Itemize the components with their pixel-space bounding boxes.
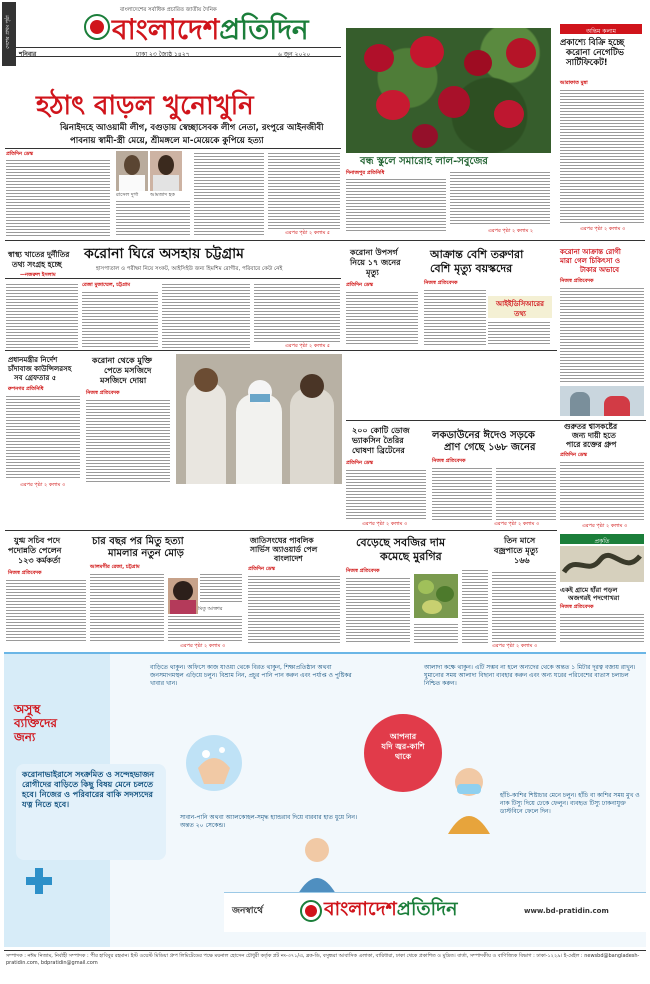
lead-subhead-2: পাবনায় স্বামী-স্ত্রী মেয়ে, শ্রীমঙ্গলে মা-মেয়েকে কুপিয়ে হত্যা xyxy=(70,136,264,146)
lead-text-col-4 xyxy=(268,151,340,229)
face-mask xyxy=(250,394,270,402)
rose-flower xyxy=(506,38,536,68)
blood-headline-3: পারে রক্তের গ্রুপ xyxy=(566,440,617,449)
notreat-text xyxy=(560,286,644,382)
divider xyxy=(346,420,646,421)
lead-photo-1 xyxy=(116,151,148,191)
chattogram-text-col-4 xyxy=(254,282,340,342)
pm-headline-1: প্রধানমন্ত্রীর নির্দেশ xyxy=(8,356,58,364)
ad-cough-line-1: আপনার xyxy=(389,732,417,741)
lead-headline: হঠাৎ বাড়ল খুনোখুনি xyxy=(36,91,254,121)
ad-brand-logo-icon xyxy=(300,900,322,922)
avatar xyxy=(124,155,140,175)
eid-road-text-col-2 xyxy=(496,466,556,520)
un-headline-2: সার্ভিস অ্যাওয়ার্ড পেল xyxy=(250,545,318,554)
worshipper-head xyxy=(300,374,324,398)
jobs-byline: নিজস্ব প্রতিবেদক xyxy=(8,570,42,576)
ad-brand-name xyxy=(324,898,484,920)
jobs-headline-1: যুগ্ম সচিব পদে xyxy=(14,536,61,545)
jobs-text xyxy=(6,578,86,642)
rose-flower xyxy=(376,90,410,120)
editorial-label xyxy=(560,24,642,34)
elderly-byline: নিজস্ব প্রতিবেদক xyxy=(424,280,458,286)
continued-note: এরপর পৃষ্ঠা ২ কলাম ৩ xyxy=(582,523,628,529)
mitu-photo xyxy=(168,578,198,614)
deaths17-text xyxy=(346,290,418,346)
un-headline-3: বাংলাদেশ xyxy=(274,554,303,563)
editorial-headline-2: করোনা নেগেটিভ xyxy=(566,48,624,58)
vegetables xyxy=(418,580,434,594)
hospital-photo xyxy=(560,386,644,416)
eid-road-byline: নিজস্ব প্রতিবেদক xyxy=(432,458,466,464)
vaccine-byline: প্রতিদিন ডেস্ক xyxy=(346,460,374,466)
prices-headline-1: বেড়েছে সবজির দাম xyxy=(356,536,446,549)
vaccine-text xyxy=(346,468,426,520)
lightning-text xyxy=(492,570,556,642)
prices-text-col-3 xyxy=(462,568,488,644)
prices-text-col-1 xyxy=(346,576,410,644)
rose-garden-photo xyxy=(346,28,551,153)
blood-headline-2: জন্য দায়ী হতে xyxy=(572,431,616,440)
notreat-headline-1: করোনা আক্রান্ত রোগী xyxy=(560,248,621,256)
mitu-text-col-1 xyxy=(90,572,164,642)
ad-sick-line-3: জন্য xyxy=(14,730,36,744)
lead-text-col-2 xyxy=(116,199,190,236)
rose-flower xyxy=(464,50,492,76)
ad-right-top-text: আলাদা কক্ষে থাকুন। এটি সম্ভব না হলে অন্যদের থেকে অন্তত ১ মিটার দূরত্ব বজায় রাখুন। ঘুমানোর সময় আলাদা বিছানা ব্যবহার করুন এবং অন্য ঘরের পরিবেশের বাতাস চলাচল নিশ্চিত করুন। xyxy=(424,664,636,687)
health-headline-2: তথ্য সংগ্রহ হচ্ছে xyxy=(12,260,62,269)
ad-right-bottom-text: হাঁচি-কাশির শিষ্টাচার মেনে চলুন। হাঁচি বা কাশির সময় মুখ ও নাক টিস্যু দিয়ে ঢেকে ফেলুন। ব্যবহৃত টিস্যু ঢাকনাযুক্ত ডাস্টবিনে ফেলে দিন। xyxy=(500,792,640,815)
elderly-headline-2: বেশি মৃত্যু বয়স্কদের xyxy=(430,262,513,275)
deaths17-headline-2: নিয়ে ১৭ জনের xyxy=(350,258,401,267)
continued-note: এরপর পৃষ্ঠা ২ কলাম ৩ xyxy=(180,643,226,649)
medical-cross-icon xyxy=(26,868,52,894)
editorial-headline-3: সার্টিফিকেট! xyxy=(566,58,608,68)
deaths17-headline-3: মৃত্যু xyxy=(366,268,379,277)
editorial-byline: আরাফাত মুন্না xyxy=(560,80,588,86)
ad-sick-line-1: অসুস্থ xyxy=(14,702,41,716)
continued-note: এরপর পৃষ্ঠা ২ কলাম ৫ xyxy=(285,230,331,236)
nature-headline-2: অজগরই পদগোখরা xyxy=(568,594,620,602)
continued-note: এরপর পৃষ্ঠা ২ কলাম ৩ xyxy=(20,482,66,488)
jobs-headline-2: পদোন্নতি পেলেন xyxy=(8,546,62,555)
divider xyxy=(5,350,557,351)
eid-road-headline-2: প্রাণ গেছে ১৬৮ জনের xyxy=(444,442,536,453)
date-bar xyxy=(16,47,341,57)
side-tag-text: দেশের প্রথম পৃষ্ঠা xyxy=(5,15,11,49)
lead-text-col-3 xyxy=(194,151,264,236)
continued-note: এরপর পৃষ্ঠা ২ কলাম ৩ xyxy=(362,521,408,527)
mitu-text-col-2 xyxy=(200,572,242,604)
masked-person-icon xyxy=(444,764,494,834)
chattogram-headline: করোনা ঘিরে অসহায় চট্টগ্রাম xyxy=(84,246,244,262)
title-part-b: প্রতিদিন xyxy=(219,13,309,46)
avatar xyxy=(173,581,193,601)
ad-sick-line-2: ব্যক্তিদের xyxy=(14,716,57,730)
figure xyxy=(604,396,630,416)
mitu-headline-2: মামলার নতুন মোড় xyxy=(108,548,184,559)
garden-headline: বন্ধ স্কুলে সমারোহ লাল-সবুজের xyxy=(360,156,488,167)
mosque-prayer-photo xyxy=(176,354,342,484)
eid-road-text-col-1 xyxy=(432,466,492,520)
worshipper xyxy=(290,388,334,484)
lead-text-col-1 xyxy=(6,158,110,236)
mitu-headline-1: চার বছর পর মিতু হত্যা xyxy=(92,536,184,547)
avatar xyxy=(158,155,174,175)
chattogram-subhead: হাসপাতাল ও পরীক্ষা নিয়ে সংকট, আইসিইউ জন্য হিমশিম রোগীর, পরিবারে কেউ নেই xyxy=(96,266,283,272)
masthead xyxy=(2,2,648,66)
prayers-headline-2: পেতে মসজিদে xyxy=(104,366,152,375)
divider xyxy=(4,950,646,951)
ad-cough-line-3: থাকে xyxy=(394,752,412,761)
infobox-sub: তথ্য xyxy=(514,310,526,318)
vaccine-headline-3: ঘোষণা ব্রিটেনের xyxy=(352,446,405,455)
lightning-headline-1: তিন মাসে xyxy=(504,536,536,545)
snake-photo xyxy=(560,546,644,582)
ad-brand-part-b: প্রতিদিন xyxy=(396,898,458,920)
blood-headline-1: গুরুতর শ্বাসকষ্টের xyxy=(564,422,618,431)
lightning-headline-2: বজ্রপাতে মৃত্যু xyxy=(494,546,538,555)
worshipper xyxy=(186,382,226,484)
prices-text-col-2 xyxy=(414,622,458,644)
vaccine-headline-2: ভ্যাকসিন তৈরির xyxy=(352,436,404,445)
un-headline-1: জাতিসংঘের পাবলিক xyxy=(250,536,314,545)
prayers-headline-3: মসজিদে দোয়া xyxy=(100,376,147,385)
title-part-a: বাংলাদেশ xyxy=(112,13,220,46)
prayers-text xyxy=(86,398,170,482)
rose-flower xyxy=(364,44,394,72)
vaccine-headline-1: ২০০ কোটি ডোজ xyxy=(352,426,410,435)
worshipper xyxy=(236,394,282,484)
chattogram-text-col-2 xyxy=(82,290,158,348)
rose-flower xyxy=(410,36,444,68)
pm-byline: রুপনগর প্রতিনিধি xyxy=(8,386,44,392)
deaths17-headline-1: করোনা উপসর্গ xyxy=(350,248,398,257)
blood-byline: প্রতিদিন ডেস্ক xyxy=(560,452,588,458)
lightning-headline-3: ১৬৬ xyxy=(514,556,530,565)
iedcr-infobox xyxy=(488,296,552,318)
chattogram-text-col-1 xyxy=(6,282,78,348)
hand-wash-icon xyxy=(184,728,244,798)
vegetables xyxy=(422,600,442,614)
health-byline: —নজরুল ইসলাম xyxy=(20,272,56,278)
continued-note: এরপর পৃষ্ঠা ২ কলাম ৩ xyxy=(580,226,626,232)
rose-flower xyxy=(412,124,438,148)
divider xyxy=(5,148,341,149)
notreat-headline-2: মারা গেল চিকিৎসা ও xyxy=(560,257,620,265)
ad-cough-line-2: যদি জ্বর-কাশি xyxy=(381,742,425,751)
prices-byline: নিজস্ব প্রতিবেদক xyxy=(346,568,380,574)
health-headline-1: স্বাস্থ্য খাতের দুর্নীতির xyxy=(8,250,70,259)
pm-headline-3: সব গ্রেফতার ৫ xyxy=(14,374,57,382)
prayers-byline: নিজস্ব প্রতিবেদক xyxy=(86,390,120,396)
blood-text xyxy=(560,460,644,522)
infobox-title: আইইডিসিআরের xyxy=(496,300,544,308)
lead-subhead-1: ঝিনাইদহে আওয়ামী লীগ, বগুড়ায় স্বেচ্ছাসেবক লীগ নেতা, রংপুরে আইনজীবী xyxy=(60,123,324,133)
continued-note: এরপর পৃষ্ঠা ২ কলাম ৫ xyxy=(285,343,331,349)
mitu-byline: আলমগীর রেজা, চট্টগ্রাম xyxy=(90,564,140,570)
continued-note: এরপর পৃষ্ঠা ২ কলাম ৩ xyxy=(492,643,538,649)
divider xyxy=(5,278,341,279)
notreat-headline-3: টাকার অভাবে xyxy=(580,266,620,274)
chattogram-text-col-3 xyxy=(162,282,250,348)
nature-label xyxy=(560,534,644,544)
divider xyxy=(5,530,557,531)
figure xyxy=(570,392,590,416)
mitu-text-col-3 xyxy=(168,614,242,642)
garden-text-col-2 xyxy=(450,170,550,226)
elderly-text-col-2 xyxy=(488,320,550,346)
brand-logo-icon xyxy=(84,14,110,40)
lead-byline: প্রতিদিন ডেস্ক xyxy=(6,151,34,157)
tagline: বাংলাদেশের সর্বাধিক প্রচারিত জাতীয় দৈনিক xyxy=(120,7,217,13)
nature-label-text: প্রকৃতি xyxy=(594,538,610,545)
deaths17-byline: প্রতিদিন ডেস্ক xyxy=(346,282,374,288)
elderly-text-col-1 xyxy=(424,288,486,346)
divider xyxy=(5,240,645,241)
ad-brand-part-a: বাংলাদেশ xyxy=(324,898,397,920)
jobs-headline-3: ১২৩ কর্মকর্তা xyxy=(18,556,61,565)
dateline: ঢাকা ২৩ জ্যৈষ্ঠ ১৪২৭ xyxy=(136,51,190,58)
vegetables xyxy=(436,586,454,602)
photo-caption: রাসেল দুর্গা xyxy=(116,192,139,198)
editorial-text xyxy=(560,88,644,224)
website-url[interactable]: www.bd-pratidin.com xyxy=(524,907,609,915)
ad-corona-text: করোনাভাইরাসে সংক্রমিত ও সন্দেহভাজন রোগীদের বাড়িতে কিছু বিষয় মেনে চলতে হবে। নিজের ও পরিবারের বাকি সদস্যদের যত্ন নিতে হবে। xyxy=(22,770,155,809)
imprint-line: সম্পাদক : নঈম নিজাম, নির্বাহী সম্পাদক : পীর হাবিবুর রহমান। ইস্ট ওয়েস্ট মিডিয়া গ্রুপ লিমিটেডের পক্ষে ময়নাল হোসেন চৌধুরী কর্তৃক প্লট নং-৩৭১/এ, ব্লক-ডি, বসুন্ধরা আবাসিক এলাকা, বারিধারা, ঢাকা থেকে প্রকাশিত ও মুদ্রিত। বার্তা, সম্পাদকীয় ও বাণিজ্যিক বিভাগ : ঢাকা-১২২৯। ই-মেইল : newsbd@bangladesh-pratidin.com, bdpratidin@gmail.com xyxy=(6,953,640,966)
ad-top-text: বাড়িতে থাকুন। অফিসে কাজ যাওয়া থেকে বিরত থাকুন, শিক্ষাপ্রতিষ্ঠান অথবা জনসমাগমস্থল এড়িয়ে চলুন। বিশ্রাম নিন, প্রচুর পানি পান করুন এবং পর্যাপ্ত ও পুষ্টিকর খাবার খান। xyxy=(150,664,352,687)
garden-text-col-1 xyxy=(346,177,446,233)
un-text xyxy=(248,574,340,644)
garden-byline: দিনাজপুর প্রতিনিধি xyxy=(346,170,385,176)
prayers-headline-1: করোনা থেকে মুক্তি xyxy=(92,356,152,365)
un-byline: প্রতিদিন ডেস্ক xyxy=(248,566,276,572)
photo-caption: আমজাদ হক xyxy=(150,192,175,198)
lead-photo-2 xyxy=(150,151,182,191)
pm-headline-2: চাঁদাবাজ কাউন্সিলরসহ xyxy=(8,365,72,373)
nature-text xyxy=(560,612,644,644)
prices-headline-2: কমেছে মুরগির xyxy=(380,550,442,563)
avatar xyxy=(170,600,196,614)
continued-note: এরপর পৃষ্ঠা ২ কলাম ৩ xyxy=(494,521,540,527)
public-interest-label: জনস্বার্থে xyxy=(232,906,263,916)
elderly-headline-1: আক্রান্ত বেশি তরুণরা xyxy=(430,248,524,261)
vegetable-market-photo xyxy=(414,574,458,618)
health-advertisement xyxy=(4,652,646,947)
worshipper-head xyxy=(194,368,218,392)
date-english: ৬ জুন ২০২০ xyxy=(278,51,311,58)
snake-icon xyxy=(560,546,644,582)
newspaper-title xyxy=(112,15,342,45)
ad-mid-text: সাবান-পানি অথবা অ্যালকোহল-সমৃদ্ধ হ্যান্ডরাব দিয়ে বারবার হাত ধুয়ে নিন। অন্তত ২০ সেকেন্ড। xyxy=(180,814,358,829)
weekday: শনিবার xyxy=(19,51,37,58)
sick-person-icon xyxy=(294,834,340,894)
editorial-headline-1: প্রকাশ্যে বিক্রি হচ্ছে xyxy=(560,38,625,48)
nature-byline: নিজস্ব প্রতিবেদক xyxy=(560,604,594,610)
nature-headline-1: একই গ্রামে হাঁরা পড়ল xyxy=(560,586,618,594)
notreat-byline: নিজস্ব প্রতিবেদক xyxy=(560,278,594,284)
editorial-label-text: অন্তিম কলাম xyxy=(585,28,617,35)
chattogram-byline: রেজা মুজাম্মেল, চট্টগ্রাম xyxy=(82,282,131,288)
continued-note: এরপর পৃষ্ঠা ২ কলাম ২ xyxy=(488,228,534,234)
avatar xyxy=(153,175,179,191)
pm-text xyxy=(6,394,80,480)
rose-flower xyxy=(494,100,524,128)
photo-caption: মিতু আক্তার xyxy=(198,606,223,612)
eid-road-headline-1: লকডাউনের ঈদেও সড়কে xyxy=(432,430,535,441)
avatar xyxy=(119,175,145,191)
rose-flower xyxy=(438,86,470,118)
